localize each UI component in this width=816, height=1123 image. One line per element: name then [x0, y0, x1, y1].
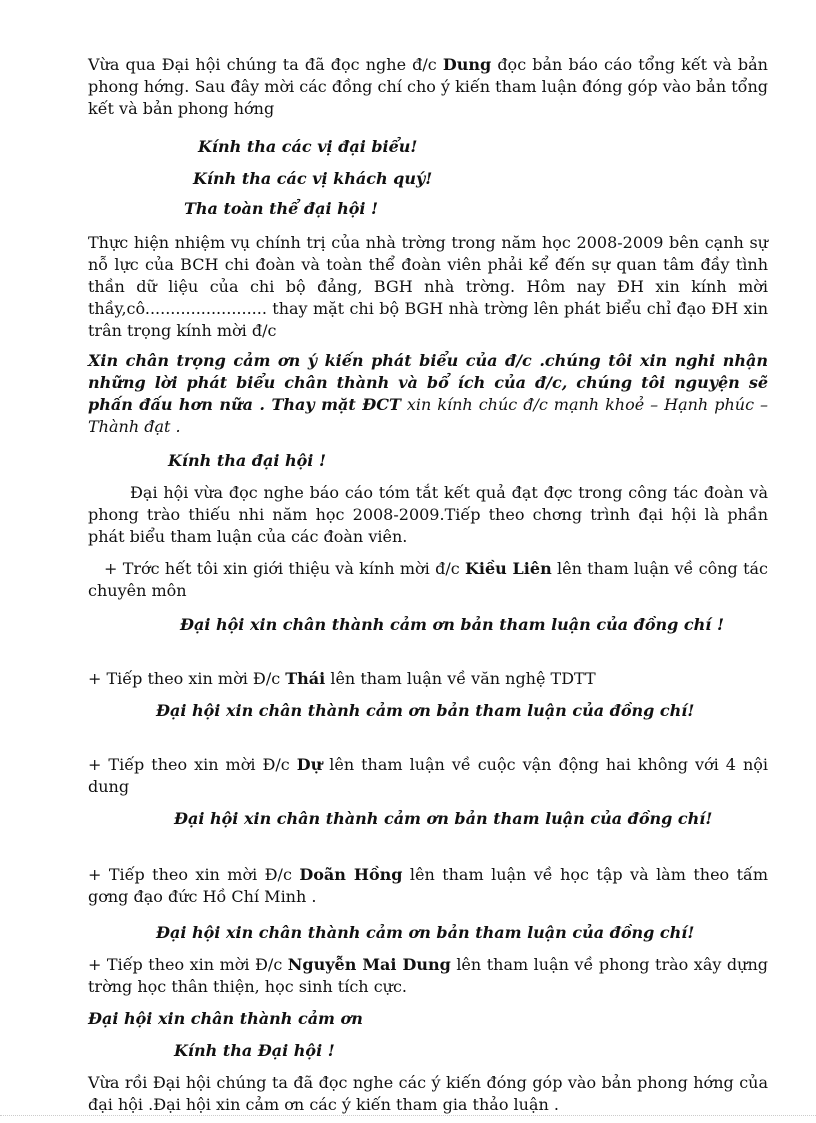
closing-paragraph: Vừa rồi Đại hội chúng ta đã đọc nghe các ý kiến đóng góp vào bản phong hớng của đại hội .Đại hội xin cảm ơn các ý kiến tham gia thảo luận .	[88, 1073, 768, 1114]
speaker-nguyen-mai-dung: + Tiếp theo xin mời Đ/c Nguyễn Mai Dung lên tham luận về phong trào xây dựng trờng học thân thiện, học sinh tích cực.	[88, 955, 769, 996]
greeting-delegates: Kính tha các vị đại biểu!	[198, 137, 418, 156]
report-paragraph: Đại hội vừa đọc nghe báo cáo tóm tắt kết quả đạt đợc trong công tác đoàn và phong trào thiếu nhi năm học 2008-2009.Tiếp theo chơng trình đại hội là phần phát biểu tham luận của các đoàn viên.	[88, 483, 768, 546]
task-paragraph: Thực hiện nhiệm vụ chính trị của nhà trờng trong năm học 2008-2009 bên cạnh sự nỗ lực của BCH chi đoàn và toàn thể đoàn viên phải kể đến sự quan tâm đầy tình thần dữ liệu của chi bộ đảng, BGH nhà trờng. Hôm nay ĐH xin kính mời thầy,cô........................ thay mặt chi bộ BGH nhà trờng lên phát biểu chỉ đạo ĐH xin trân trọng kính mời đ/c	[88, 233, 768, 340]
document-page	[88, 48, 768, 1116]
greeting-congress: Tha toàn thể đại hội !	[184, 199, 379, 218]
thanks-speech-paragraph: Xin chân trọng cảm ơn ý kiến phát biểu của đ/c .chúng tôi xin nghi nhận những lời phát biểu chân thành và bổ ích của đ/c, chúng tôi nguyện sẽ phấn đấu hơn nữa . Thay mặt ĐCT xin kính chúc đ/c mạnh khoẻ – Hạnh phúc –Thành đạt .	[88, 351, 769, 436]
thanks-line-5: Đại hội xin chân thành cảm ơn	[88, 1009, 363, 1028]
thanks-line-1: Đại hội xin chân thành cảm ơn bản tham luận của đồng chí !	[180, 615, 724, 634]
speaker-doan-hong: + Tiếp theo xin mời Đ/c Doãn Hồng lên tham luận về học tập và làm theo tấm gơng đạo đức Hồ Chí Minh .	[88, 865, 769, 906]
speaker-kieu-lien: + Trớc hết tôi xin giới thiệu và kính mời đ/c Kiều Liên lên tham luận về công tác chuyên môn	[88, 559, 769, 600]
speaker-du: + Tiếp theo xin mời Đ/c Dự lên tham luận về cuộc vận động hai không với 4 nội dung	[88, 755, 769, 796]
greeting-congress-3: Kính tha Đại hội !	[174, 1041, 335, 1060]
intro-paragraph: Vừa qua Đại hội chúng ta đã đọc nghe đ/c Dung đọc bản báo cáo tổng kết và bản phong hớng. Sau đây mời các đồng chí cho ý kiến tham luận đóng góp vào bản tổng kết và bản phong hớng	[88, 55, 768, 118]
thanks-line-2: Đại hội xin chân thành cảm ơn bản tham luận của đồng chí!	[156, 701, 695, 720]
name-dung: Dung	[442, 55, 492, 74]
greeting-guests: Kính tha các vị khách quý!	[193, 169, 433, 188]
greeting-congress-2: Kính tha đại hội !	[168, 451, 326, 470]
speaker-thai: + Tiếp theo xin mời Đ/c Thái lên tham luận về văn nghệ TDTT	[88, 669, 596, 688]
thanks-line-4: Đại hội xin chân thành cảm ơn bản tham luận của đồng chí!	[156, 923, 695, 942]
thanks-line-3: Đại hội xin chân thành cảm ơn bản tham luận của đồng chí!	[174, 809, 713, 828]
page-bottom-border	[0, 1115, 816, 1116]
